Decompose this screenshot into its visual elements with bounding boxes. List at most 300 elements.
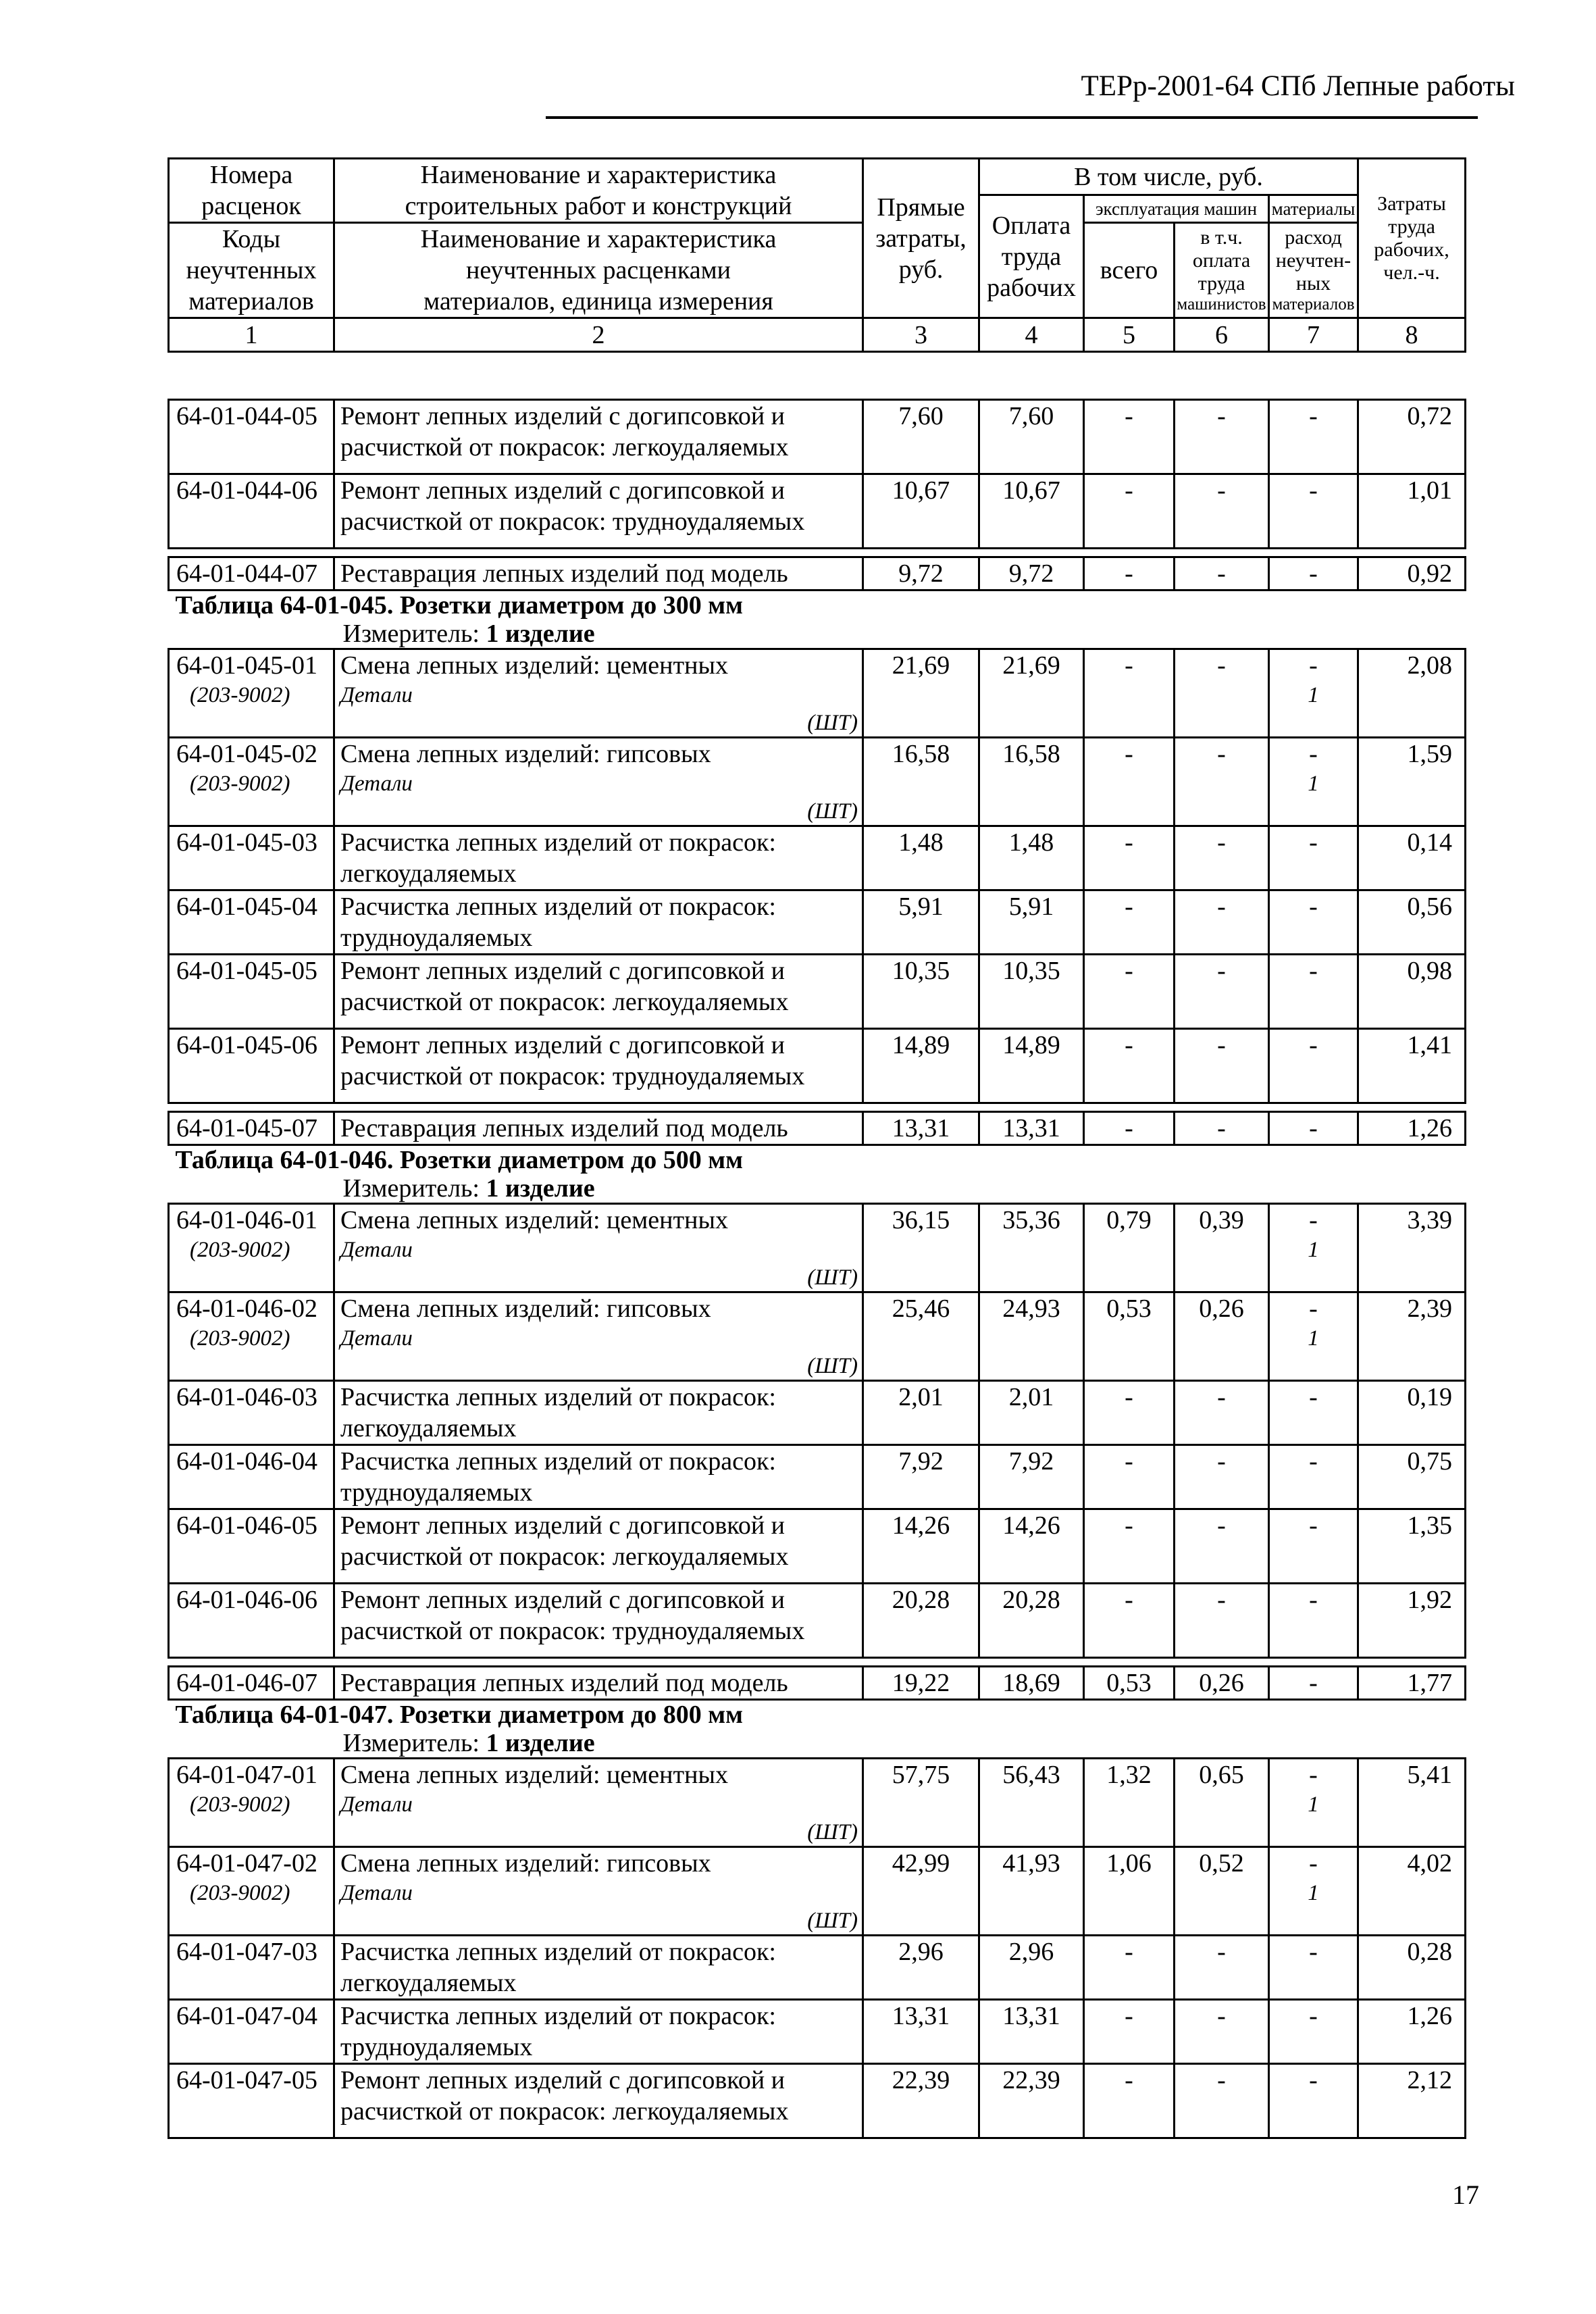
material-unit: (ШТ) <box>334 1353 863 1381</box>
rate-code: 64-01-047-05 <box>169 2064 334 2138</box>
empty-cell <box>979 1264 1084 1292</box>
empty-cell <box>1175 1324 1269 1353</box>
table-row <box>169 1847 1466 1880</box>
empty-cell <box>979 1353 1084 1381</box>
machinist-wages-cell: - <box>1175 400 1269 474</box>
work-name <box>334 955 863 1029</box>
work-name-line: Ремонт лепных изделий с догипсовкой и <box>340 957 785 985</box>
labor-wages-cell: 7,92 <box>979 1445 1084 1509</box>
work-name <box>334 1584 863 1658</box>
table-row <box>169 1509 1466 1584</box>
rate-code: 64-01-046-01 <box>169 1204 334 1236</box>
empty-cell <box>1084 770 1175 798</box>
labor-wages-cell: 1,48 <box>979 826 1084 890</box>
rate-code: 64-01-045-05 <box>169 955 334 1029</box>
work-name-line: Ремонт лепных изделий с догипсовкой и <box>340 2066 785 2094</box>
work-name <box>334 738 863 770</box>
empty-cell <box>1175 709 1269 738</box>
machines-total-cell: - <box>1084 1584 1175 1658</box>
empty-cell <box>863 1879 979 1907</box>
machinist-wages-cell: - <box>1175 2000 1269 2064</box>
labor-hours-cell: 1,92 <box>1358 1584 1466 1658</box>
measure-label: Измеритель: <box>342 1174 486 1203</box>
empty-cell <box>1084 681 1175 709</box>
labor-hours-cell: 1,26 <box>1358 2000 1466 2064</box>
labor-hours-cell: 5,41 <box>1358 1759 1466 1791</box>
table-row <box>169 1759 1466 1791</box>
materials-cell: - <box>1269 1292 1358 1325</box>
work-name-line: расчисткой от покрасок: легкоудаляемых <box>340 2097 789 2126</box>
empty-cell <box>1175 770 1269 798</box>
header-material-usage: расход неучтен- ных материалов <box>1269 223 1358 318</box>
work-name-line: Ремонт лепных изделий с догипсовкой и <box>340 1511 785 1540</box>
machines-total-cell: - <box>1084 2064 1175 2138</box>
row-spacer-cell <box>169 1658 1466 1667</box>
rate-code: 64-01-046-02 <box>169 1292 334 1325</box>
work-name <box>334 2000 863 2064</box>
measure-row <box>169 1729 1466 1759</box>
empty-cell <box>1358 1907 1466 1936</box>
header-labor-hours: Затраты труда рабочих, чел.-ч. <box>1358 159 1466 318</box>
empty-cell <box>1084 798 1175 826</box>
machinist-wages-cell: - <box>1175 1936 1269 2000</box>
direct-costs-cell: 14,89 <box>863 1029 979 1103</box>
material-unit-row <box>169 1264 1466 1292</box>
work-name-line: расчисткой от покрасок: легкоудаляемых <box>340 433 789 461</box>
empty-cell <box>1358 798 1466 826</box>
labor-wages-cell: 35,36 <box>979 1204 1084 1236</box>
header-col-number: 1 <box>169 318 334 352</box>
work-name-line: Смена лепных изделий: цементных <box>340 1761 728 1789</box>
measure-unit-line <box>169 1174 1466 1204</box>
empty-cell <box>979 1907 1084 1936</box>
work-name-line: Смена лепных изделий: гипсовых <box>340 740 711 768</box>
materials-cell: - <box>1269 1112 1358 1145</box>
direct-costs-cell: 14,26 <box>863 1509 979 1584</box>
measure-unit-line <box>169 620 1466 649</box>
direct-costs-cell: 7,92 <box>863 1445 979 1509</box>
table-row <box>169 955 1466 1029</box>
rate-code: 64-01-047-01 <box>169 1759 334 1791</box>
header-col-number: 7 <box>1269 318 1358 352</box>
machinist-wages-cell: 0,26 <box>1175 1667 1269 1700</box>
empty-cell <box>1358 1264 1466 1292</box>
work-name <box>334 890 863 955</box>
machines-total-cell: - <box>1084 738 1175 770</box>
header-col-number: 6 <box>1175 318 1269 352</box>
empty-cell <box>1269 1264 1358 1292</box>
work-name-line: Расчистка лепных изделий от покрасок: <box>340 892 776 921</box>
measure-row <box>169 620 1466 649</box>
work-name-line: легкоудаляемых <box>340 1969 517 1997</box>
empty-cell <box>169 1819 334 1847</box>
materials-cell: - <box>1269 1029 1358 1103</box>
table-row <box>169 1292 1466 1325</box>
work-name-line: Смена лепных изделий: цементных <box>340 651 728 680</box>
rates-table <box>168 399 1466 2139</box>
machinist-wages-cell: - <box>1175 1112 1269 1145</box>
material-row <box>169 1879 1466 1907</box>
work-name-line: Ремонт лепных изделий с догипсовкой и <box>340 402 785 430</box>
empty-cell <box>1269 1819 1358 1847</box>
empty-cell <box>863 1790 979 1819</box>
machines-total-cell: - <box>1084 649 1175 682</box>
material-name: Детали <box>334 681 863 709</box>
material-name: Детали <box>334 770 863 798</box>
empty-cell <box>863 681 979 709</box>
empty-cell <box>1358 709 1466 738</box>
header-rule <box>546 116 1478 119</box>
rate-code: 64-01-047-03 <box>169 1936 334 2000</box>
empty-cell <box>1358 1879 1466 1907</box>
material-name: Детали <box>334 1236 863 1264</box>
material-row <box>169 1790 1466 1819</box>
work-name <box>334 400 863 474</box>
empty-cell <box>1084 1907 1175 1936</box>
empty-cell <box>863 1264 979 1292</box>
materials-cell: - <box>1269 557 1358 590</box>
empty-cell <box>1358 770 1466 798</box>
machines-total-cell: 1,06 <box>1084 1847 1175 1880</box>
measure-value: 1 изделие <box>486 1729 595 1757</box>
header-work-name: Наименование и характеристика строительных работ и конструкций <box>334 159 863 223</box>
empty-cell <box>169 798 334 826</box>
table-row <box>169 649 1466 682</box>
work-name <box>334 826 863 890</box>
measure-value: 1 изделие <box>486 1174 595 1203</box>
table-row <box>169 1936 1466 2000</box>
measure-label: Измеритель: <box>342 1729 486 1757</box>
direct-costs-cell: 2,01 <box>863 1381 979 1445</box>
direct-costs-cell: 21,69 <box>863 649 979 682</box>
work-name-line: Расчистка лепных изделий от покрасок: <box>340 1447 776 1476</box>
measure-value: 1 изделие <box>486 620 595 648</box>
header-col-number: 8 <box>1358 318 1466 352</box>
labor-hours-cell: 0,28 <box>1358 1936 1466 2000</box>
work-name-line: Смена лепных изделий: гипсовых <box>340 1294 711 1323</box>
material-name: Детали <box>334 1324 863 1353</box>
header-col-number: 2 <box>334 318 863 352</box>
machinist-wages-cell: - <box>1175 1445 1269 1509</box>
machinist-wages-cell: - <box>1175 557 1269 590</box>
material-quantity: 1 <box>1269 1790 1358 1819</box>
rate-code: 64-01-044-05 <box>169 400 334 474</box>
table-row <box>169 474 1466 549</box>
machinist-wages-cell: - <box>1175 1029 1269 1103</box>
labor-wages-cell: 56,43 <box>979 1759 1084 1791</box>
material-quantity: 1 <box>1269 770 1358 798</box>
empty-cell <box>863 798 979 826</box>
page-number: 17 <box>1452 2180 1479 2210</box>
table-row <box>169 1584 1466 1658</box>
work-name-line: расчисткой от покрасок: легкоудаляемых <box>340 1542 789 1571</box>
labor-hours-cell: 4,02 <box>1358 1847 1466 1880</box>
machinist-wages-cell: - <box>1175 890 1269 955</box>
header-labor-wages: Оплата труда рабочих <box>979 195 1084 318</box>
machines-total-cell: - <box>1084 1112 1175 1145</box>
material-code: (203-9002) <box>169 681 334 709</box>
work-name-line: расчисткой от покрасок: трудноудаляемых <box>340 1062 805 1090</box>
empty-cell <box>1175 1236 1269 1264</box>
materials-cell: - <box>1269 1445 1358 1509</box>
work-name <box>334 557 863 590</box>
header-col-number: 5 <box>1084 318 1175 352</box>
rate-code: 64-01-044-06 <box>169 474 334 549</box>
work-name <box>334 649 863 682</box>
labor-hours-cell: 0,72 <box>1358 400 1466 474</box>
work-name-line: трудноудаляемых <box>340 2033 533 2061</box>
direct-costs-cell: 2,96 <box>863 1936 979 2000</box>
empty-cell <box>979 1819 1084 1847</box>
labor-wages-cell: 20,28 <box>979 1584 1084 1658</box>
material-unit-row <box>169 798 1466 826</box>
machines-total-cell: - <box>1084 955 1175 1029</box>
machines-total-cell: - <box>1084 1509 1175 1584</box>
table-title-row <box>169 1700 1466 1730</box>
table-row <box>169 2064 1466 2138</box>
materials-cell: - <box>1269 1936 1358 2000</box>
empty-cell <box>1269 1353 1358 1381</box>
machinist-wages-cell: - <box>1175 474 1269 549</box>
work-name-line: Реставрация лепных изделий под модель <box>340 1669 788 1697</box>
material-name: Детали <box>334 1879 863 1907</box>
labor-wages-cell: 13,31 <box>979 1112 1084 1145</box>
work-name <box>334 1204 863 1236</box>
header-material-names: Наименование и характеристика неучтенных расценками материалов, единица измерения <box>334 223 863 318</box>
empty-cell <box>1358 1353 1466 1381</box>
work-name-line: легкоудаляемых <box>340 1414 517 1442</box>
material-code: (203-9002) <box>169 1236 334 1264</box>
machinist-wages-cell: - <box>1175 1509 1269 1584</box>
material-row <box>169 770 1466 798</box>
rate-code: 64-01-046-04 <box>169 1445 334 1509</box>
machinist-wages-cell: - <box>1175 2064 1269 2138</box>
empty-cell <box>1084 1264 1175 1292</box>
work-name-line: Ремонт лепных изделий с догипсовкой и <box>340 476 785 505</box>
table-row <box>169 1112 1466 1145</box>
table-row <box>169 2000 1466 2064</box>
table-row <box>169 1029 1466 1103</box>
direct-costs-cell: 5,91 <box>863 890 979 955</box>
row-spacer <box>169 1658 1466 1667</box>
rate-code: 64-01-047-04 <box>169 2000 334 2064</box>
measure-label: Измеритель: <box>342 620 486 648</box>
empty-cell <box>1358 681 1466 709</box>
empty-cell <box>1358 1819 1466 1847</box>
table-title-row <box>169 1145 1466 1175</box>
table-row <box>169 557 1466 590</box>
empty-cell <box>1084 1790 1175 1819</box>
work-name <box>334 474 863 549</box>
header-materials-group: материалы <box>1269 195 1358 223</box>
material-row <box>169 681 1466 709</box>
labor-wages-cell: 22,39 <box>979 2064 1084 2138</box>
materials-cell: - <box>1269 1204 1358 1236</box>
work-name-line: Расчистка лепных изделий от покрасок: <box>340 2002 776 2030</box>
empty-cell <box>1175 1879 1269 1907</box>
materials-cell: - <box>1269 1584 1358 1658</box>
labor-hours-cell: 0,19 <box>1358 1381 1466 1445</box>
direct-costs-cell: 42,99 <box>863 1847 979 1880</box>
material-code: (203-9002) <box>169 1790 334 1819</box>
work-name-line: Ремонт лепных изделий с догипсовкой и <box>340 1586 785 1614</box>
empty-cell <box>863 709 979 738</box>
direct-costs-cell: 16,58 <box>863 738 979 770</box>
rate-code: 64-01-045-07 <box>169 1112 334 1145</box>
labor-hours-cell: 2,12 <box>1358 2064 1466 2138</box>
direct-costs-cell: 20,28 <box>863 1584 979 1658</box>
labor-hours-cell: 1,35 <box>1358 1509 1466 1584</box>
work-name <box>334 1509 863 1584</box>
labor-wages-cell: 2,01 <box>979 1381 1084 1445</box>
rate-code: 64-01-045-01 <box>169 649 334 682</box>
materials-cell: - <box>1269 1759 1358 1791</box>
direct-costs-cell: 36,15 <box>863 1204 979 1236</box>
document-header: ТЕРр-2001-64 СПб Лепные работы <box>1081 70 1515 102</box>
materials-cell: - <box>1269 400 1358 474</box>
empty-cell <box>1175 1790 1269 1819</box>
header-rate-numbers: Номера расценок <box>169 159 334 223</box>
labor-hours-cell: 0,56 <box>1358 890 1466 955</box>
empty-cell <box>1175 1264 1269 1292</box>
work-name <box>334 1029 863 1103</box>
direct-costs-cell: 1,48 <box>863 826 979 890</box>
direct-costs-cell: 10,67 <box>863 474 979 549</box>
labor-hours-cell: 0,14 <box>1358 826 1466 890</box>
machinist-wages-cell: 0,65 <box>1175 1759 1269 1791</box>
rate-code: 64-01-045-02 <box>169 738 334 770</box>
rate-code: 64-01-046-05 <box>169 1509 334 1584</box>
labor-wages-cell: 5,91 <box>979 890 1084 955</box>
rate-code: 64-01-046-06 <box>169 1584 334 1658</box>
empty-cell <box>863 1236 979 1264</box>
machinist-wages-cell: - <box>1175 955 1269 1029</box>
materials-cell: - <box>1269 738 1358 770</box>
material-row <box>169 1324 1466 1353</box>
material-unit-row <box>169 1819 1466 1847</box>
machinist-wages-cell: - <box>1175 1584 1269 1658</box>
machinist-wages-cell: 0,26 <box>1175 1292 1269 1325</box>
materials-cell: - <box>1269 1667 1358 1700</box>
material-quantity: 1 <box>1269 1879 1358 1907</box>
material-unit: (ШТ) <box>334 1819 863 1847</box>
labor-hours-cell: 0,98 <box>1358 955 1466 1029</box>
row-spacer <box>169 1103 1466 1112</box>
machinist-wages-cell: - <box>1175 1381 1269 1445</box>
work-name <box>334 1381 863 1445</box>
labor-wages-cell: 18,69 <box>979 1667 1084 1700</box>
table-title: Таблица 64-01-045. Розетки диаметром до 300 мм <box>175 591 744 620</box>
direct-costs-cell: 19,22 <box>863 1667 979 1700</box>
machines-total-cell: 1,32 <box>1084 1759 1175 1791</box>
work-name-line: Расчистка лепных изделий от покрасок: <box>340 1383 776 1411</box>
materials-cell: - <box>1269 1847 1358 1880</box>
direct-costs-cell: 22,39 <box>863 2064 979 2138</box>
header-col-number: 4 <box>979 318 1084 352</box>
material-code: (203-9002) <box>169 1324 334 1353</box>
header-including-group: В том числе, руб. <box>979 159 1358 195</box>
material-quantity: 1 <box>1269 681 1358 709</box>
labor-wages-cell: 2,96 <box>979 1936 1084 2000</box>
header-material-codes: Коды неучтенных материалов <box>169 223 334 318</box>
measure-row <box>169 1174 1466 1204</box>
labor-hours-cell: 1,26 <box>1358 1112 1466 1145</box>
empty-cell <box>979 1879 1084 1907</box>
machinist-wages-cell: 0,39 <box>1175 1204 1269 1236</box>
work-name <box>334 2064 863 2138</box>
material-unit: (ШТ) <box>334 1907 863 1936</box>
machinist-wages-cell: - <box>1175 649 1269 682</box>
machines-total-cell: - <box>1084 826 1175 890</box>
empty-cell <box>863 1353 979 1381</box>
rate-code: 64-01-045-06 <box>169 1029 334 1103</box>
empty-cell <box>1175 1819 1269 1847</box>
table-row <box>169 1445 1466 1509</box>
materials-cell: - <box>1269 826 1358 890</box>
header-machines-total: всего <box>1084 223 1175 318</box>
labor-wages-cell: 41,93 <box>979 1847 1084 1880</box>
labor-hours-cell: 1,59 <box>1358 738 1466 770</box>
labor-hours-cell: 2,08 <box>1358 649 1466 682</box>
machines-total-cell: - <box>1084 890 1175 955</box>
labor-hours-cell: 1,77 <box>1358 1667 1466 1700</box>
row-spacer <box>169 549 1466 557</box>
empty-cell <box>863 770 979 798</box>
materials-cell: - <box>1269 2064 1358 2138</box>
empty-cell <box>979 798 1084 826</box>
empty-cell <box>1269 709 1358 738</box>
row-spacer-cell <box>169 1103 1466 1112</box>
work-name <box>334 1445 863 1509</box>
machines-total-cell: 0,53 <box>1084 1292 1175 1325</box>
work-name <box>334 1759 863 1791</box>
materials-cell: - <box>1269 649 1358 682</box>
rate-code: 64-01-045-03 <box>169 826 334 890</box>
work-name <box>334 1847 863 1880</box>
empty-cell <box>979 1790 1084 1819</box>
work-name-line: Реставрация лепных изделий под модель <box>340 1114 788 1142</box>
empty-cell <box>1175 798 1269 826</box>
labor-wages-cell: 9,72 <box>979 557 1084 590</box>
machinist-wages-cell: 0,52 <box>1175 1847 1269 1880</box>
machines-total-cell: - <box>1084 1381 1175 1445</box>
table-title-row <box>169 591 1466 620</box>
material-code: (203-9002) <box>169 1879 334 1907</box>
labor-wages-cell: 13,31 <box>979 2000 1084 2064</box>
empty-cell <box>1084 709 1175 738</box>
machines-total-cell: - <box>1084 557 1175 590</box>
work-name-line: Смена лепных изделий: цементных <box>340 1206 728 1234</box>
table-row <box>169 1667 1466 1700</box>
labor-hours-cell: 3,39 <box>1358 1204 1466 1236</box>
labor-hours-cell: 2,39 <box>1358 1292 1466 1325</box>
direct-costs-cell: 9,72 <box>863 557 979 590</box>
work-name-line: расчисткой от покрасок: трудноудаляемых <box>340 507 805 536</box>
machines-total-cell: - <box>1084 1029 1175 1103</box>
material-name: Детали <box>334 1790 863 1819</box>
labor-wages-cell: 16,58 <box>979 738 1084 770</box>
material-quantity: 1 <box>1269 1236 1358 1264</box>
header-direct-costs: Прямые затраты, руб. <box>863 159 979 318</box>
direct-costs-cell: 57,75 <box>863 1759 979 1791</box>
table-title: Таблица 64-01-046. Розетки диаметром до 500 мм <box>175 1146 744 1174</box>
work-name-line: Расчистка лепных изделий от покрасок: <box>340 1938 776 1966</box>
empty-cell <box>979 770 1084 798</box>
table-row <box>169 890 1466 955</box>
direct-costs-cell: 13,31 <box>863 2000 979 2064</box>
materials-cell: - <box>1269 1509 1358 1584</box>
table-row <box>169 1204 1466 1236</box>
